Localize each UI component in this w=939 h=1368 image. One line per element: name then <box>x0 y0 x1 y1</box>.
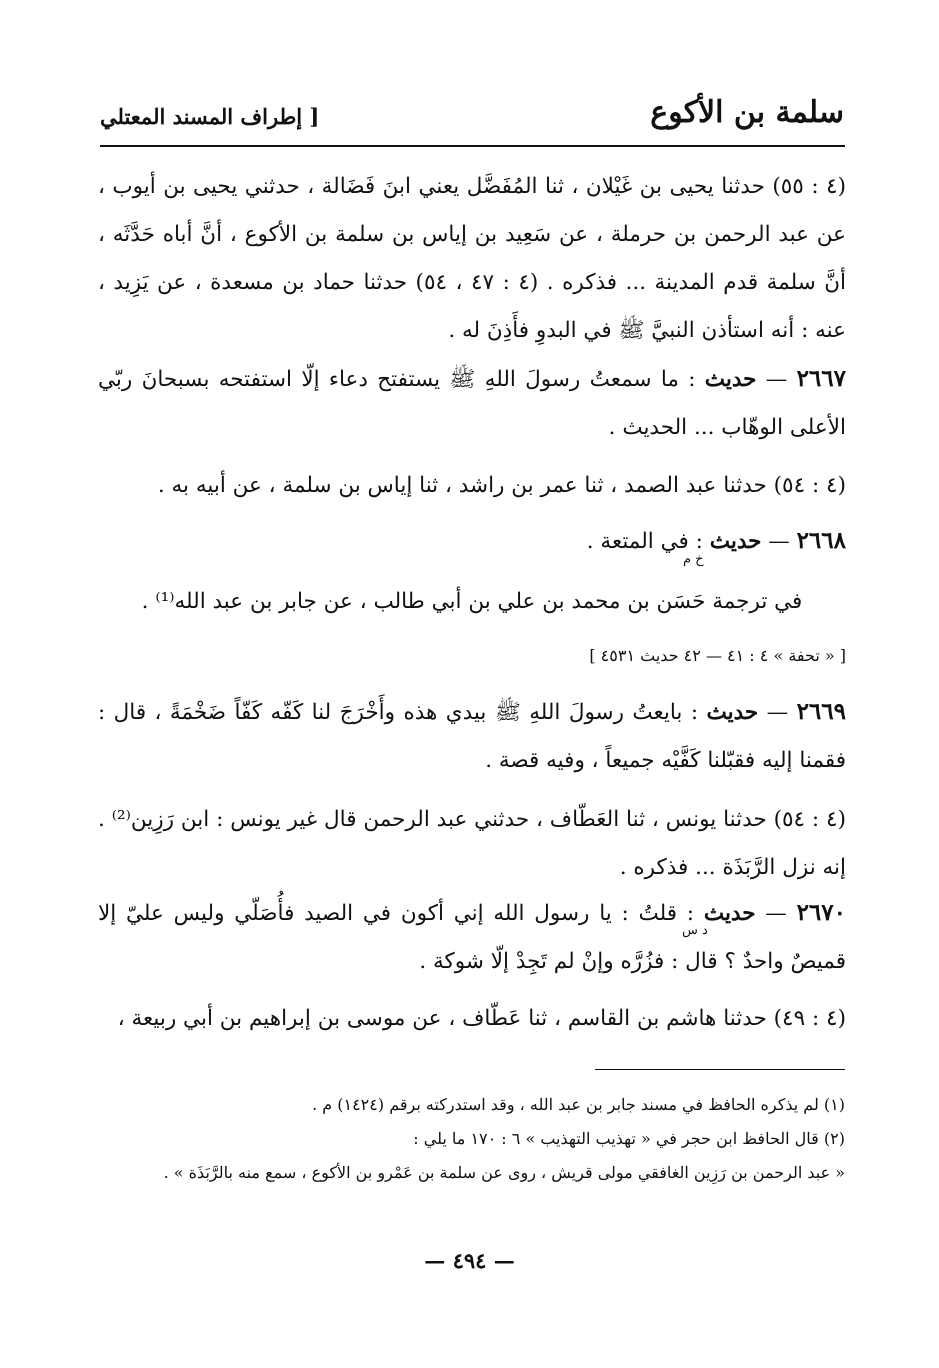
isnad-paragraph-5: (٤ : ٤٩) حدثنا هاشم بن القاسم ، ثنا عَطّاف ، عن موسى بن إبراهيم بن أبي ربيعة ، <box>117 1006 846 1031</box>
hadith-keyword: حديث <box>709 529 762 554</box>
running-header-title: سلمة بن الأكوع <box>650 95 844 130</box>
footnote-2-quote: « عبد الرحمن بن رَزِين الغافقي مولى قريش ، روى عن سلمة بن عَمْرو بن الأكوع ، سمع منه بالرَّبَذَة » . <box>163 1163 845 1182</box>
isnad-paragraph-2: (٤ : ٥٤) حدثنا عبد الصمد ، ثنا عمر بن راشد ، ثنا إياس بن سلمة ، عن أبيه به . <box>157 473 846 498</box>
hadith-2667: ٢٦٦٧ — حديث : ما سمعتُ رسولَ اللهِ ﷺ يستفتح دعاء إلّا استفتحه بسبحانَ ربّي الأعلى الوهّاب ... الحديث . <box>98 365 846 440</box>
hadith-keyword: حديث <box>704 367 757 392</box>
tarjama-line: في ترجمة حَسَن بن محمد بن علي بن أبي طالب ، عن جابر بن عبد الله⁽¹⁾ . <box>141 589 803 614</box>
hadith-2669: ٢٦٦٩ — حديث : بايعتُ رسولَ اللهِ ﷺ بيدي هذه وأَخْرَجَ لنا كَفّه كَفّاً ضَخْمَةً ، قال : فقمنا إليه فقبّلنا كَفَّيْه جميعاً ، وفيه قصة . <box>98 698 846 773</box>
hadith-keyword: حديث <box>706 700 759 725</box>
hadith-2670: ٢٦٧٠ — حديث : قلتُ : يا رسول الله إني أكون في الصيد فأُصَلّي وليس عليّ إلا قميصٌ واحدٌ ؟ قال : فزُرَّه وإنْ لم تَجِدْ إلّا شوكة . <box>98 899 846 974</box>
hadith-sigla: د س <box>682 923 708 938</box>
header-rule <box>100 145 845 147</box>
footnote-rule <box>595 1069 845 1070</box>
isnad-paragraph-1: (٤ : ٥٥) حدثنا يحيى بن غَيْلان ، ثنا المُفَضَّل يعني ابنَ فَضَالة ، حدثني يحيى بن أيوب ، عن عبد الرحمن بن حرملة ، عن سَعِيد بن إياس بن سلمة بن الأكوع ، أنَّ أباه حَدَّثَه ، أنَّ سلمة قدم المدينة ... فذكره . (٤ : ٤٧ ، ٥٤) حدثنا حماد بن مسعدة ، عن يَزِيد ، عنه : أنه استأذن النبيَّ ﷺ في البدوِ فأَذِنَ له . <box>98 174 846 343</box>
running-header-book: [ إطراف المسند المعتلي <box>100 104 320 129</box>
hadith-number: ٢٦٦٧ <box>796 365 846 392</box>
hadith-text: : في المتعة . <box>586 529 703 554</box>
hadith-text: : قلتُ : يا رسول الله إني أكون في الصيد فأُصَلّي وليس عليّ إلا قميصٌ واحدٌ ؟ قال : فزُرَّه وإنْ لم تَجِدْ إلّا شوكة . <box>98 901 846 974</box>
footnote-2: (٢) قال الحافظ ابن حجر في « تهذيب التهذيب » ٦ : ١٧٠ ما يلي : <box>413 1129 845 1148</box>
footnote-1: (١) لم يذكره الحافظ في مسند جابر بن عبد الله ، وقد استدركته برقم (١٤٢٤) م . <box>312 1095 845 1114</box>
hadith-number: ٢٦٦٨ <box>796 527 846 554</box>
hadith-text: : بايعتُ رسولَ اللهِ ﷺ بيدي هذه وأَخْرَجَ لنا كَفّه كَفّاً ضَخْمَةً ، قال : فقمنا إليه فقبّلنا كَفَّيْه جميعاً ، وفيه قصة . <box>98 700 846 773</box>
hadith-number: ٢٦٧٠ <box>796 899 846 926</box>
hadith-text: : ما سمعتُ رسولَ اللهِ ﷺ يستفتح دعاء إلّا استفتحه بسبحانَ ربّي الأعلى الوهّاب ... الحديث . <box>98 367 846 440</box>
page-number: — ٤٩٤ — <box>424 1248 515 1273</box>
hadith-keyword: حديث <box>703 901 756 926</box>
tuhfa-reference: [ « تحفة » ٤ : ٤١ — ٤٢ حديث ٤٥٣١ ] <box>589 646 846 665</box>
isnad-paragraph-4: (٤ : ٥٤) حدثنا يونس ، ثنا العَطّاف ، حدثني عبد الرحمن قال غير يونس : ابن رَزِين⁽²⁾ . إنه نزل الرَّبَذَة ... فذكره . <box>98 807 846 880</box>
hadith-number: ٢٦٦٩ <box>796 698 846 725</box>
hadith-sigla: خ م <box>683 552 704 567</box>
hadith-2668: ٢٦٦٨ — حديث : في المتعة . <box>586 527 846 554</box>
